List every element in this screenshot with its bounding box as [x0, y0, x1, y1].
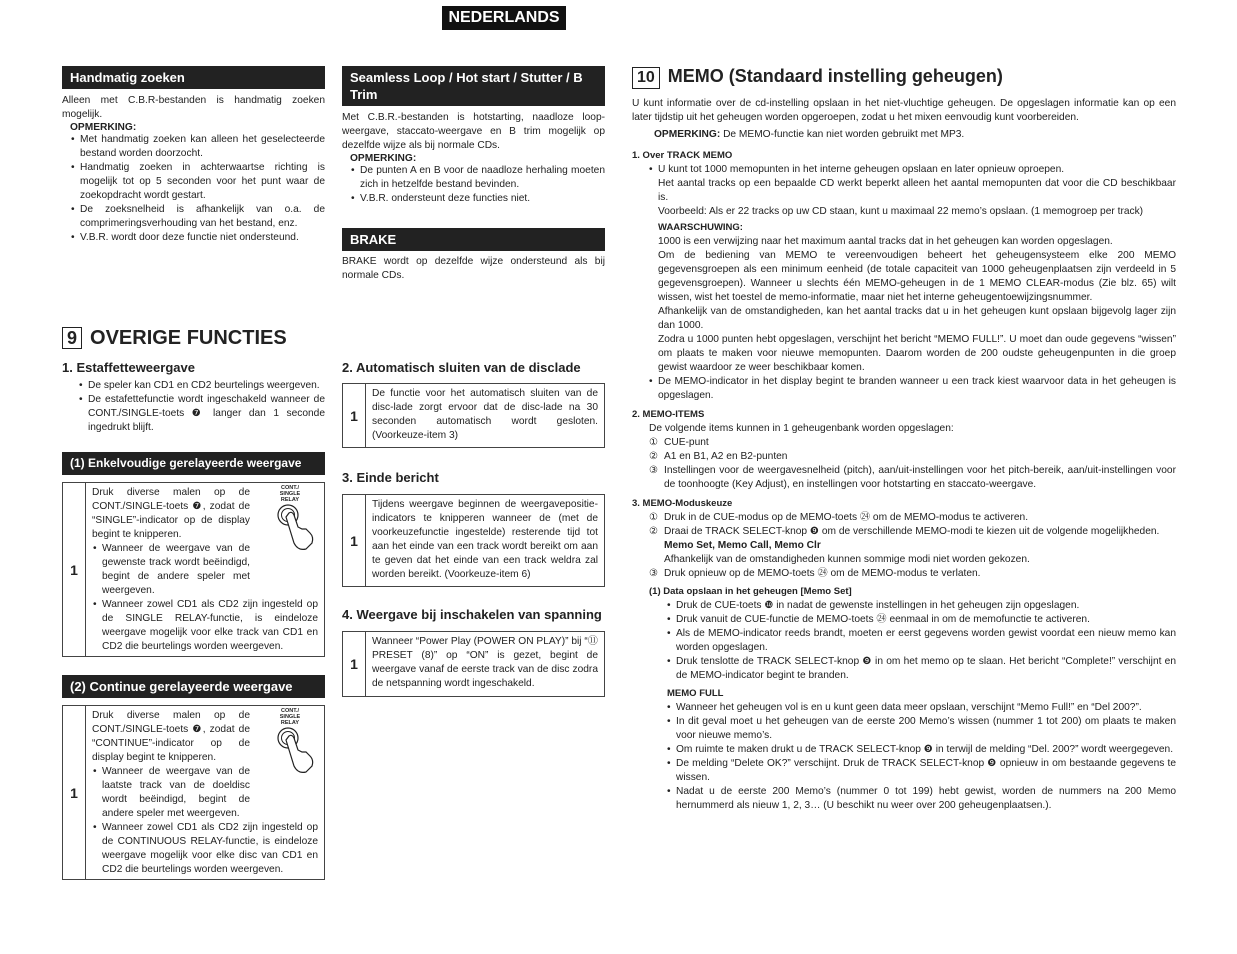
memo-heading — [632, 64, 1003, 89]
warn-p1: 1000 is een verwijzing naar het maximum aantal tracks dat in het geheugen kan worden opgeslagen. — [658, 236, 1113, 247]
button-label: SINGLE — [279, 714, 301, 720]
brake-heading: BRAKE — [342, 228, 605, 251]
list-item: • Druk tenslotte de TRACK SELECT-knop ❾ in om het memo op te slaan. Het bericht “Complete!” verschijnt en de MEMO-indicator begint te branden. — [676, 655, 1176, 683]
list-item: • Wanneer de weergave van de gewenste track wordt beëindigd, begint de andere speler met weergeven. — [102, 542, 250, 598]
list-item: • Met handmatig zoeken kan alleen het geselecteerde bestand worden doorzocht. — [80, 133, 325, 161]
auto-heading: 2. Automatisch sluiten van de disclade — [342, 360, 581, 375]
list-item: ① CUE-punt — [649, 437, 709, 448]
step-number: 1 — [343, 384, 366, 447]
power-heading: 4. Weergave bij inschakelen van spanning — [342, 607, 602, 622]
s3-modes-note: Afhankelijk van de omstandigheden kunnen sommige modi niet worden gekozen. — [664, 554, 1030, 565]
step-number: 1 — [63, 706, 86, 879]
warn-p2: Om de bediening van MEMO te vereenvoudigen beheert het geheugensysteem elke 200 MEMO gegevensgroepen als een minimum eenheid (de totale capaciteit van 1000 geheugenplaatsen zijn verdeeld in 5 gegevensgroepen). Wanneer u slechts één MEMO-geheugen in de 1 MEMO CLEAR-modus (Zie blz. 65) wilt wissen, wist het toestel de memo-informatie, maar niet het interne geheugentoewijzingsnummer. — [658, 250, 1176, 303]
seamless-note-label: OPMERKING: — [350, 153, 417, 164]
enkel-box — [62, 482, 325, 657]
memo-section — [632, 97, 1176, 813]
s3-heading: 3. MEMO-Moduskeuze — [632, 498, 733, 509]
note-label: OPMERKING: — [654, 129, 721, 140]
list-item: • De punten A en B voor de naadloze herhaling moeten zich in hetzelfde bestand bevinden. — [360, 164, 605, 192]
s1-p1: Het aantal tracks op een bepaalde CD werkt beperkt alleen het aantal memopunten dat voor die CD beschikbaar is. — [658, 178, 1176, 203]
language-tab: NEDERLANDS — [442, 6, 566, 30]
einde-text: Tijdens weergave beginnen de weergavepositie-indicators te knipperen wanneer de (met de voorkeuzefunctie ingestelde) resterende tijd tot aan het einde van een track wordt bereikt om aan te geven dat het einde van een track weldra zal worden bereikt. (Voorkeuze-item 6) — [372, 499, 598, 580]
cont-single-button-icon — [272, 708, 322, 778]
section-title: MEMO (Standaard instelling geheugen) — [667, 66, 1003, 86]
list-item: • De estafettefunctie wordt ingeschakeld wanneer de CONT./SINGLE-toets ❼ langer dan 1 seconde ingedrukt blijft. — [88, 393, 325, 435]
memo-full-heading: MEMO FULL — [667, 688, 724, 699]
seamless-intro: Met C.B.R.-bestanden is hotstarting, naadloze loop-weergave, staccato-weergave en B trim mogelijk op dezelfde wijze als bij normale CDs. — [342, 112, 605, 151]
warn-label: WAARSCHUWING: — [658, 222, 743, 233]
step-number: 1 — [343, 632, 366, 696]
note-text: De MEMO-functie kan niet worden gebruikt met MP3. — [723, 129, 965, 140]
list-item: ② Draai de TRACK SELECT-knop ❾ om de verschillende MEMO-modi te kiezen uit de volgende mogelijkheden. — [649, 526, 1160, 537]
list-item: • V.B.R. wordt door deze functie niet ondersteund. — [80, 231, 325, 245]
estaf-section — [70, 379, 325, 435]
list-item: • Wanneer zowel CD1 als CD2 zijn ingesteld op de SINGLE RELAY-functie, is eindeloze weergave mogelijk voor elke track van CD1 en CD2 die beurtelings worden weergeven. — [102, 598, 318, 654]
seamless-section — [342, 111, 605, 206]
list-item: • V.B.R. ondersteunt deze functies niet. — [360, 192, 605, 206]
auto-text: De functie voor het automatisch sluiten van de disc-lade zorgt ervoor dat de disc-lade na 30 seconden automatisch wordt gesloten. (Voorkeuze-item 3) — [372, 388, 598, 441]
list-item: • Druk vanuit de CUE-functie de MEMO-toets ㉔ eenmaal in om de memofunctie te activeren. — [676, 613, 1176, 627]
einde-heading: 3. Einde bericht — [342, 470, 439, 485]
handmatig-list — [62, 133, 325, 245]
warn-p3: Afhankelijk van de omstandigheden, kan het aantal tracks dat u in het geheugen kunt opslaan bijgevolg lager zijn dan 1000. — [658, 306, 1176, 331]
cont-box — [62, 705, 325, 880]
handmatig-intro: Alleen met C.B.R-bestanden is handmatig zoeken mogelijk. — [62, 95, 325, 120]
power-text: Wanneer “Power Play (POWER ON PLAY)” bij “⑪ PRESET (8)” op “ON” is gezet, begint de weergave vanaf de eerste track van de disc zodra de netspanning wordt ingeschakeld. — [372, 636, 598, 689]
warn-p4: Zodra u 1000 punten hebt opgeslagen, verschijnt het bericht “MEMO FULL!”. U moet dan oude gegevens “wissen” om plaats te maken voor nieuwe memopunten. Daarom worden de 200 oudste geheugenpunten in die groep gewist waardoor ze weer beschikbaar komen. — [658, 334, 1176, 373]
cont-heading: (2) Continue gerelayeerde weergave — [62, 675, 325, 698]
step-number: 1 — [63, 483, 86, 656]
list-item: ② A1 en B1, A2 en B2-punten — [649, 451, 788, 462]
list-item: • De MEMO-indicator in het display begint te branden wanneer u een track kiest waarvoor data in het geheugen is opgeslagen. — [658, 375, 1176, 403]
estaf-heading: 1. Estaffetteweergave — [62, 360, 195, 375]
list-item: • Nadat u de eerste 200 Memo’s (nummer 0 tot 199) hebt gewist, worden de nummers na 200 Memo hernummerd als nieuw 1, 2, 3… (U beschikt nu weer over 200 geheugenplaatsen.). — [676, 785, 1176, 813]
finger-press-icon — [272, 726, 322, 778]
list-item: • Wanneer het geheugen vol is en u kunt geen data meer opslaan, verschijnt “Memo Full!” en “Del 200?”. — [676, 701, 1176, 715]
s2-heading: 2. MEMO-ITEMS — [632, 409, 705, 420]
list-item: • Handmatig zoeken in achterwaartse richting is mogelijk tot op 5 seconden voor het punt waar de zoekopdracht wordt gestart. — [80, 161, 325, 203]
cont-intro: Druk diverse malen op de CONT./SINGLE-toets ❼, zodat de “CONTINUE”-indicator op de display begint te knipperen. — [92, 710, 250, 763]
seamless-heading: Seamless Loop / Hot start / Stutter / B Trim — [342, 66, 605, 106]
list-item: • Als de MEMO-indicator reeds brandt, moeten er eerst gegevens worden gewist voordat een nieuw memo kan worden opgeslagen. — [676, 627, 1176, 655]
memo-intro: U kunt informatie over de cd-instelling opslaan in het niet-vluchtige geheugen. De opgeslagen informatie kan op een later tijdstip uit het geheugen worden opgeroepen, zodat u het mixen eenvoudig kunt voorbereiden. — [632, 98, 1176, 123]
list-item: • In dit geval moet u het geheugen van de eerste 200 Memo’s wissen (nummer 1 tot 200) om plaats te maken voor nieuwe memo’s. — [676, 715, 1176, 743]
list-item: • Om ruimte te maken drukt u de TRACK SELECT-knop ❾ in terwijl de melding “Del. 200?” wordt weergegeven. — [676, 743, 1176, 757]
list-item: • U kunt tot 1000 memopunten in het interne geheugen opslaan en later opnieuw oproepen. — [658, 163, 1176, 177]
button-label: SINGLE — [279, 491, 301, 497]
brake-text: BRAKE wordt op dezelfde wijze ondersteund als bij normale CDs. — [342, 256, 605, 281]
button-label: CONT./ — [280, 708, 300, 714]
overige-heading — [62, 326, 287, 350]
section-title: OVERIGE FUNCTIES — [90, 327, 287, 349]
list-item: • De melding “Delete OK?” verschijnt. Druk de TRACK SELECT-knop ❾ opnieuw in om bestaande gegevens te wissen. — [676, 757, 1176, 785]
list-item: ③ Instellingen voor de weergavesnelheid (pitch), aan/uit-instellingen voor het pitch-bereik, aan/uit-instellingen voor de toonhoogte (Key Adjust), en instellingen voor hotstarting en staccato-weergave. — [649, 465, 1176, 490]
memo-note — [632, 128, 1176, 142]
section-number: 10 — [632, 67, 660, 89]
list-item: ③ Druk opnieuw op de MEMO-toets ㉔ om de MEMO-modus te verlaten. — [649, 568, 981, 579]
handmatig-note-label: OPMERKING: — [70, 122, 137, 133]
power-box — [342, 631, 605, 697]
button-label: RELAY — [280, 497, 300, 503]
sub1-heading: (1) Data opslaan in het geheugen [Memo Set] — [649, 586, 852, 597]
s1-p2: Voorbeeld: Als er 22 tracks op uw CD staan, kunt u maximaal 22 memo’s opslaan. (1 memogroep per track) — [658, 206, 1144, 217]
handmatig-section — [62, 94, 325, 245]
auto-box — [342, 383, 605, 448]
list-item: • Wanneer de weergave van de laatste track van de doeldisc wordt beëindigd, begint de andere speler met weergeven. — [102, 765, 250, 821]
button-label: CONT./ — [280, 485, 300, 491]
s2-intro: De volgende items kunnen in 1 geheugenbank worden opgeslagen: — [649, 423, 954, 434]
button-label: RELAY — [280, 720, 300, 726]
finger-press-icon — [272, 503, 322, 555]
list-item: • De speler kan CD1 en CD2 beurtelings weergeven. — [88, 379, 325, 393]
enkel-heading: (1) Enkelvoudige gerelayeerde weergave — [62, 452, 325, 475]
enkel-intro: Druk diverse malen op de CONT./SINGLE-toets ❼, zodat de “SINGLE”-indicator op de display begint te knipperen. — [92, 487, 250, 540]
handmatig-heading: Handmatig zoeken — [62, 66, 325, 89]
s1-heading: 1. Over TRACK MEMO — [632, 150, 733, 161]
cont-single-button-icon — [272, 485, 322, 555]
list-item: ① Druk in de CUE-modus op de MEMO-toets ㉔ om de MEMO-modus te activeren. — [649, 512, 1029, 523]
list-item: • Druk de CUE-toets ❿ in nadat de gewenste instellingen in het geheugen zijn opgeslagen. — [676, 599, 1176, 613]
list-item: • De zoeksnelheid is afhankelijk van o.a. de comprimeringsverhouding van het bestand, enz. — [80, 203, 325, 231]
section-number: 9 — [62, 327, 82, 349]
step-number: 1 — [343, 495, 366, 586]
s3-modes: Memo Set, Memo Call, Memo Clr — [664, 540, 821, 551]
einde-box — [342, 494, 605, 587]
list-item: • Wanneer zowel CD1 als CD2 zijn ingesteld op de CONTINUOUS RELAY-functie, is eindeloze weergave mogelijk voor elke disc van CD1 en CD2 die beurtelings worden weergeven. — [102, 821, 318, 877]
